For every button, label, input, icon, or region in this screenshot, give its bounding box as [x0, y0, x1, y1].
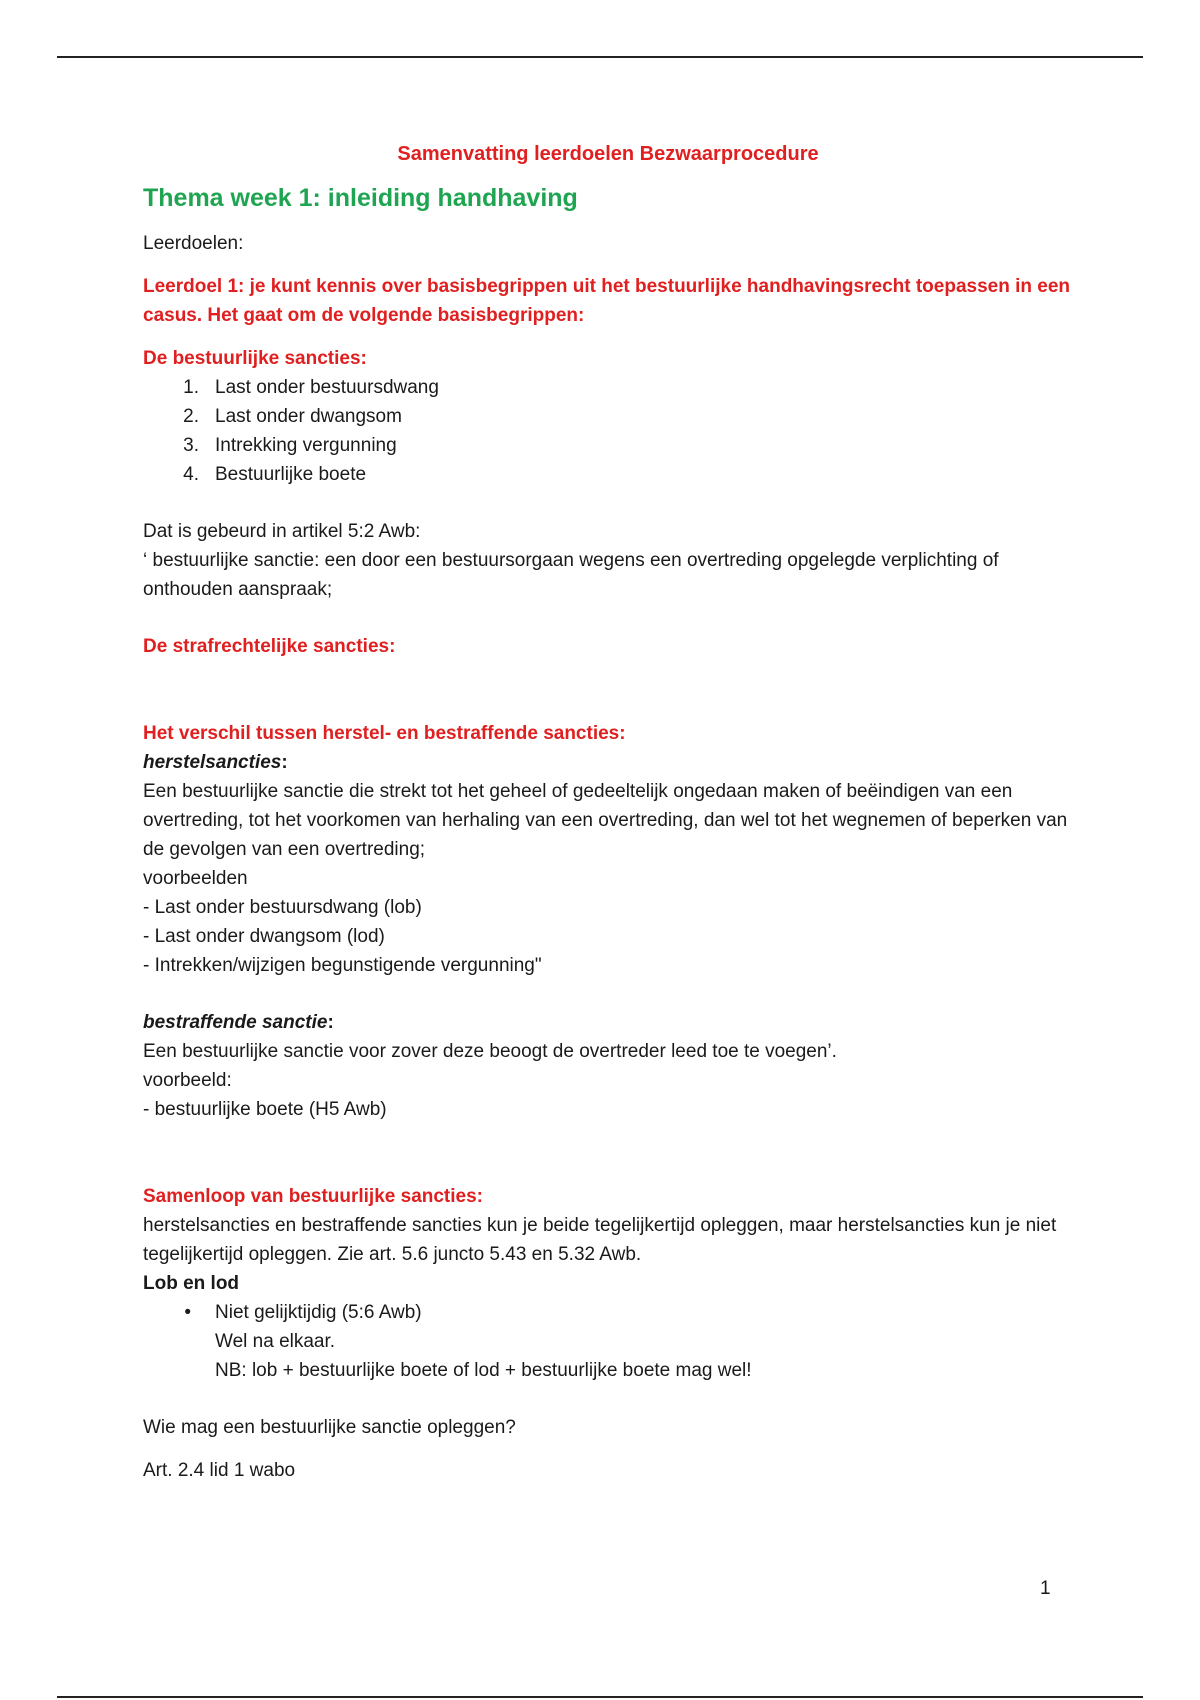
answer: Art. 2.4 lid 1 wabo	[143, 1460, 296, 1481]
page-number: 1	[1040, 1578, 1051, 1599]
leerdoelen-label: Leerdoelen:	[143, 233, 244, 254]
section-heading-samenloop: Samenloop van bestuurlijke sancties:	[143, 1186, 483, 1207]
artikel-reference: Dat is gebeurd in artikel 5:2 Awb:	[143, 521, 421, 542]
lob-lod-label: Lob en lod	[143, 1273, 240, 1294]
herstel-definition: Een bestuurlijke sanctie die strekt tot het geheel of gedeeltelijk ongedaan maken of beëindigen van een overtreding, tot het voorkomen van herhaling van een overtreding, dan wel tot het wegnemen of beperken van de gevolgen van een overtreding;	[143, 781, 1068, 860]
question: Wie mag een bestuurlijke sanctie opleggen?	[143, 1417, 516, 1438]
artikel-quote: ‘ bestuurlijke sanctie: een door een bestuursorgaan wegens een overtreding opgelegde verplichting of onthouden aanspraak;	[143, 550, 999, 600]
header-rule	[57, 56, 1143, 58]
list-item: 3. Intrekking vergunning	[183, 435, 397, 456]
footer-rule	[57, 1696, 1143, 1698]
bullet-continuation: NB: lob + bestuurlijke boete of lod + bestuurlijke boete mag wel!	[215, 1360, 752, 1381]
list-item: • Niet gelijktijdig (5:6 Awb)	[143, 1298, 1073, 1327]
document-body	[143, 140, 1073, 1485]
list-item: 4. Bestuurlijke boete	[183, 464, 367, 485]
section-heading-verschil: Het verschil tussen herstel- en bestraffende sancties:	[143, 723, 626, 744]
list-item: - Last onder dwangsom (lod)	[143, 926, 385, 947]
bestraffend-definition: Een bestuurlijke sanctie voor zover deze beoogt de overtreder leed toe te voegen’.	[143, 1041, 837, 1062]
bestraffend-label-line: bestraffende sanctie:	[143, 1012, 334, 1033]
section-heading-bestuurlijke: De bestuurlijke sancties:	[143, 348, 367, 369]
list-item: 1. Last onder bestuursdwang	[183, 377, 439, 398]
bullet-icon: •	[184, 1302, 191, 1323]
voorbeeld-label: voorbeeld:	[143, 1070, 232, 1091]
list-item: - Last onder bestuursdwang (lob)	[143, 897, 422, 918]
week-heading: Thema week 1: inleiding handhaving	[143, 184, 578, 212]
list-item: 2. Last onder dwangsom	[183, 406, 402, 427]
leerdoel-1: Leerdoel 1: je kunt kennis over basisbegrippen uit het bestuurlijke handhavingsrecht toepassen in een casus. Het gaat om de volgende basisbegrippen:	[143, 276, 1071, 326]
bullet-continuation: Wel na elkaar.	[215, 1331, 336, 1352]
section-heading-strafrechtelijke: De strafrechtelijke sancties:	[143, 636, 396, 657]
voorbeelden-label: voorbeelden	[143, 868, 248, 889]
document-title: Samenvatting leerdoelen Bezwaarprocedure	[397, 143, 819, 165]
herstel-label-line: herstelsancties:	[143, 752, 288, 773]
list-item: - Intrekken/wijzigen begunstigende vergunning"	[143, 955, 542, 976]
lob-lod-list	[143, 1298, 1073, 1327]
list-item: - bestuurlijke boete (H5 Awb)	[143, 1099, 387, 1120]
samenloop-text: herstelsancties en bestraffende sancties kun je beide tegelijkertijd opleggen, maar herstelsancties kun je niet tegelijkertijd opleggen. Zie art. 5.6 juncto 5.43 en 5.32 Awb.	[143, 1215, 1057, 1265]
sanctions-list	[143, 373, 1073, 489]
